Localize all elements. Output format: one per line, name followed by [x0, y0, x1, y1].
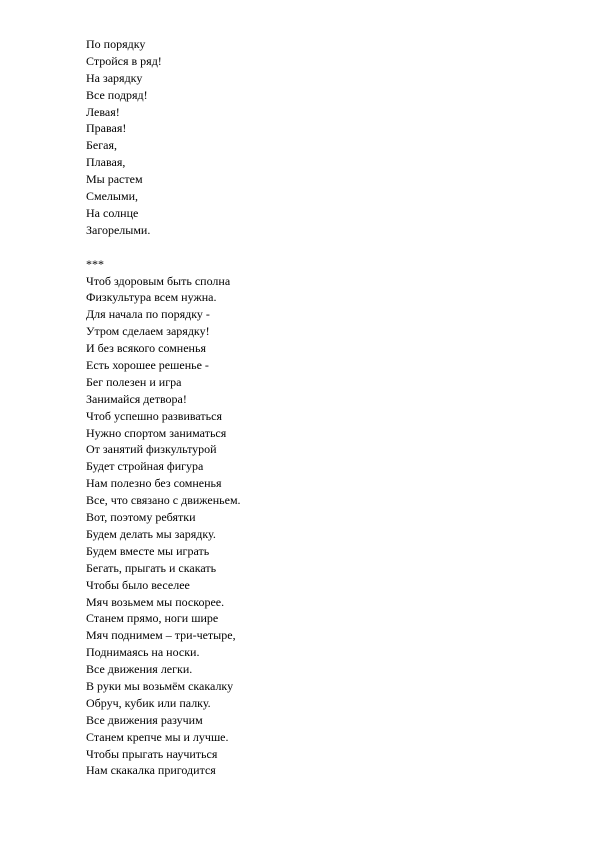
poem-line: Левая!	[86, 104, 120, 119]
poem-line: Есть хорошее решенье -	[86, 358, 209, 373]
poem-line: И без всякого сомненья	[86, 341, 206, 356]
poem-line: Чтобы было веселее	[86, 577, 190, 592]
poem-line: Станем прямо, ноги шире	[86, 611, 219, 626]
poem-line: Будем делать мы зарядку.	[86, 526, 216, 541]
poem-line: Вот, поэтому ребятки	[86, 510, 196, 525]
poem-line: Будет стройная фигура	[86, 459, 204, 474]
poem-stanza-1	[86, 36, 546, 239]
poem-line: Нам скакалка пригодится	[86, 763, 216, 778]
poem-line: Станем крепче мы и лучше.	[86, 729, 229, 744]
poem-line: Все движения разучим	[86, 712, 203, 727]
poem-line: Мяч возьмем мы поскорее.	[86, 594, 225, 609]
poem-line: Занимайся детвора!	[86, 391, 187, 406]
poem-line: В руки мы возьмём скакалку	[86, 678, 234, 693]
poem-line: Чтобы прыгать научиться	[86, 746, 218, 761]
stanza-separator: ***	[86, 256, 104, 271]
poem-text	[86, 36, 546, 779]
poem-stanza-2	[86, 273, 546, 780]
poem-line: Загорелыми.	[86, 222, 151, 237]
poem-line: Будем вместе мы играть	[86, 543, 210, 558]
poem-line: Правая!	[86, 121, 127, 136]
poem-line: Все движения легки.	[86, 662, 193, 677]
poem-line: Мяч поднимем – три-четыре,	[86, 628, 236, 643]
poem-line: Бег полезен и игра	[86, 374, 182, 389]
poem-line: Физкультура всем нужна.	[86, 290, 217, 305]
poem-line: На зарядку	[86, 70, 143, 85]
poem-line: По порядку	[86, 37, 146, 51]
poem-line: Поднимаясь на носки.	[86, 645, 200, 660]
poem-line: От занятий физкультурой	[86, 442, 217, 457]
poem-line: Плавая,	[86, 155, 126, 170]
poem-line: Чтоб успешно развиваться	[86, 408, 222, 423]
poem-line: Смелыми,	[86, 189, 138, 204]
poem-line: Стройся в ряд!	[86, 53, 162, 68]
stanza-gap	[86, 239, 546, 256]
poem-line: Мы растем	[86, 172, 143, 187]
poem-line: Утром сделаем зарядку!	[86, 324, 210, 339]
poem-line: Бегать, прыгать и скакать	[86, 560, 217, 575]
poem-line: Все, что связано с движеньем.	[86, 493, 241, 508]
poem-line: Нам полезно без сомненья	[86, 476, 222, 491]
poem-line: Чтоб здоровым быть сполна	[86, 273, 231, 288]
poem-line: Все подряд!	[86, 87, 148, 102]
poem-line: Бегая,	[86, 138, 117, 153]
poem-line: Нужно спортом заниматься	[86, 425, 227, 440]
poem-line: Обруч, кубик или палку.	[86, 695, 211, 710]
poem-line: Для начала по порядку -	[86, 307, 210, 322]
poem-line: На солнце	[86, 205, 139, 220]
